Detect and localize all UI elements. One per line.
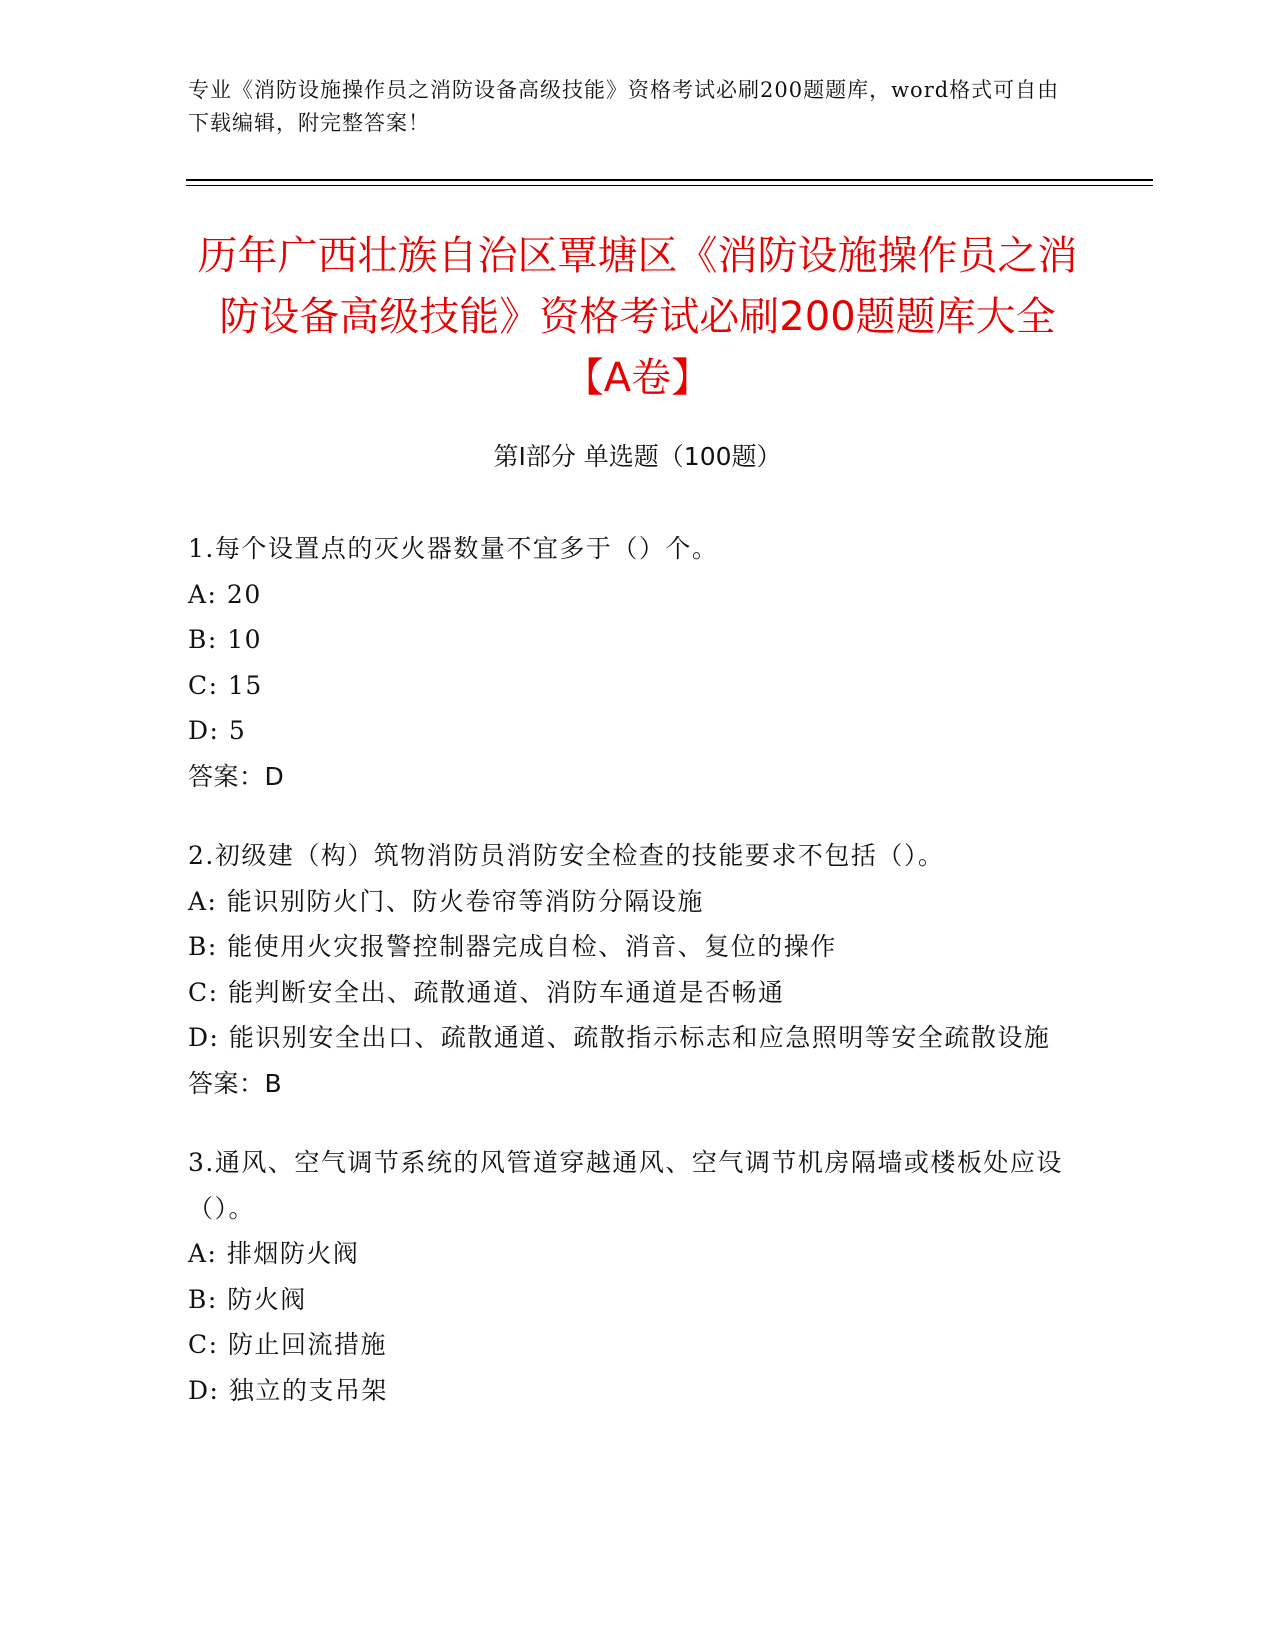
option-c: C: 15 xyxy=(188,670,263,700)
option-b: B: 能使用火灾报警控制器完成自检、消音、复位的操作 xyxy=(188,932,837,961)
option-c: C: 能判断安全出、疏散通道、消防车通道是否畅通 xyxy=(188,977,785,1007)
question-stem: 1.每个设置点的灭火器数量不宜多于（）个。 xyxy=(188,534,719,563)
question-list xyxy=(188,526,1078,1447)
question-stem: 2.初级建（构）筑物消防员消防安全检查的技能要求不包括（）。 xyxy=(188,841,945,870)
section-heading: 第I部分 单选题（100题） xyxy=(493,442,782,471)
option-a: A: 排烟防火阀 xyxy=(188,1239,360,1268)
question-3 xyxy=(188,1140,1078,1413)
document-title: 历年广西壮族自治区覃塘区《消防设施操作员之消防设备高级技能》资格考试必刷200题题库大全【A卷】 xyxy=(197,233,1078,401)
question-2 xyxy=(188,833,1078,1106)
question-1 xyxy=(188,526,1078,799)
option-c: C: 防止回流措施 xyxy=(188,1330,387,1359)
option-b: B: 10 xyxy=(188,625,263,654)
answer: 答案：B xyxy=(188,1068,283,1098)
header-divider-thin xyxy=(186,185,1153,186)
question-stem: 3.通风、空气调节系统的风管道穿越通风、空气调节机房隔墙或楼板处应设（）。 xyxy=(188,1148,1063,1223)
option-a: A: 能识别防火门、防火卷帘等消防分隔设施 xyxy=(188,886,704,916)
option-d: D: 5 xyxy=(188,716,247,745)
option-d: D: 独立的支吊架 xyxy=(188,1375,388,1405)
option-a: A: 20 xyxy=(188,579,262,609)
answer: 答案：D xyxy=(188,761,285,791)
option-d: D: 能识别安全出口、疏散通道、疏散指示标志和应急照明等安全疏散设施 xyxy=(188,1023,1051,1052)
option-b: B: 防火阀 xyxy=(188,1284,307,1314)
header-note: 专业《消防设施操作员之消防设备高级技能》资格考试必刷200题题库，word格式可自由下载编辑，附完整答案！ xyxy=(188,78,1060,135)
header-divider-thick xyxy=(186,179,1153,181)
